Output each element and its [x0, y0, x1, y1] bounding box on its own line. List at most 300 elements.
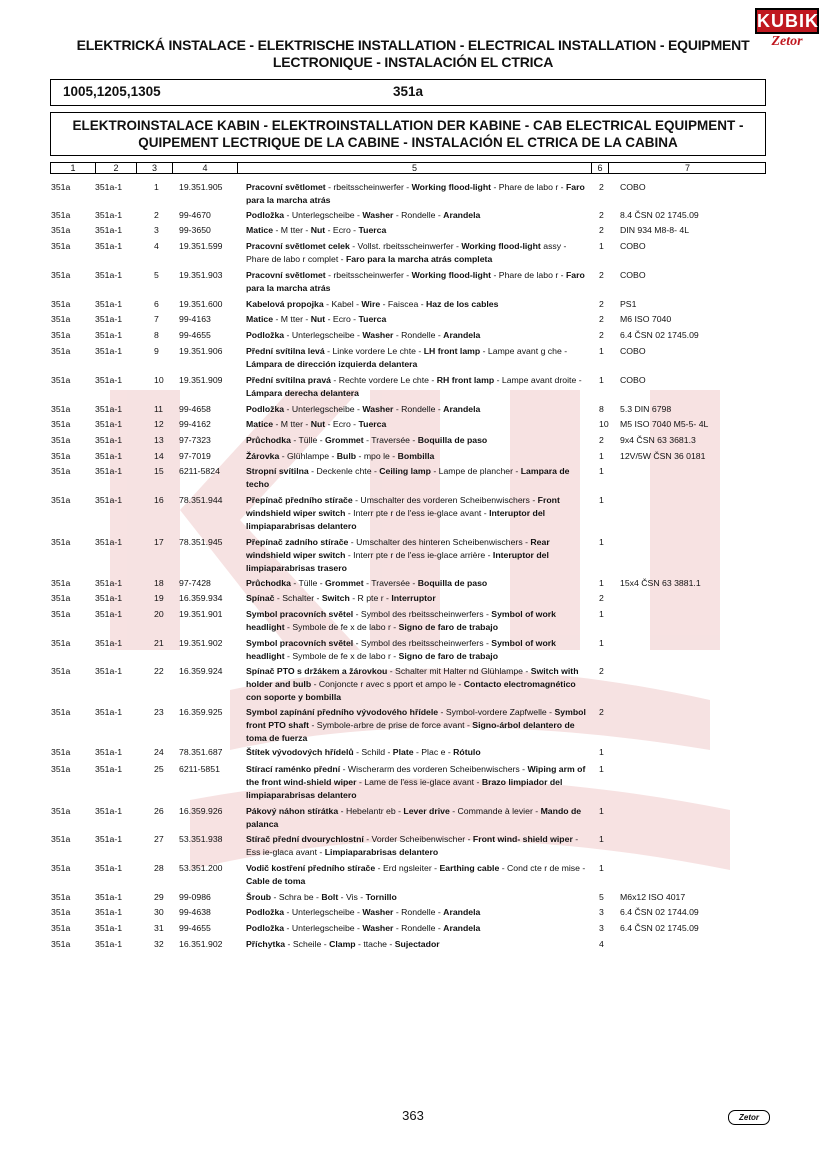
- description-de: - Unterlegscheibe -: [284, 907, 363, 917]
- description-de: - Kabel -: [323, 299, 362, 309]
- description-en: Grommet: [325, 578, 364, 588]
- cell-quantity: 5: [599, 892, 604, 902]
- cell-position: 15: [154, 466, 164, 476]
- description-es: Faro para la marcha atrás: [246, 182, 585, 205]
- description-de: - Schalter mit Halter nd Glühlampe -: [387, 666, 531, 676]
- cell-description: [246, 269, 591, 295]
- cell-subgroup: 351a-1: [95, 270, 123, 280]
- cell-note: COBO: [620, 182, 646, 192]
- cell-subgroup: 351a-1: [95, 537, 123, 547]
- description-es: Rótulo: [453, 747, 481, 757]
- description-cz: Podložka: [246, 210, 285, 220]
- cell-group: 351a: [51, 210, 71, 220]
- description-fr: - Lampe avant: [494, 375, 553, 385]
- description-de: - Unterlegscheibe -: [284, 210, 363, 220]
- description-fr: - Plac e -: [413, 747, 454, 757]
- cell-part-number: 99-4638: [179, 907, 211, 917]
- cell-description: [246, 938, 591, 951]
- description-de: - Schalter -: [274, 593, 322, 603]
- description-es: Tuerca: [358, 419, 387, 429]
- description-fr: - Vis -: [338, 892, 366, 902]
- cell-note: COBO: [620, 346, 646, 356]
- cell-quantity: 1: [599, 747, 604, 757]
- cell-quantity: 2: [599, 314, 604, 324]
- cell-subgroup: 351a-1: [95, 466, 123, 476]
- cell-description: [246, 418, 591, 431]
- description-es: Brazo limpiador del limpiaparabrisas delantero: [246, 777, 563, 800]
- cell-position: 26: [154, 806, 164, 816]
- cell-group: 351a: [51, 241, 71, 251]
- cell-note: DIN 934 M8-8- 4L: [620, 225, 690, 235]
- description-es: Arandela: [443, 404, 481, 414]
- description-fr: - Symbole-arbre de prise de force avant -: [309, 720, 473, 730]
- column-header: 2: [96, 163, 137, 173]
- description-cz: Podložka: [246, 330, 285, 340]
- cell-quantity: 2: [599, 593, 604, 603]
- cell-description: [246, 706, 591, 745]
- description-cz: Matice: [246, 419, 274, 429]
- description-de: - Tülle -: [290, 578, 326, 588]
- description-cz: Symbol zapínání předního vývodového hřídele: [246, 707, 439, 717]
- description-fr: - Lampe avant: [480, 346, 539, 356]
- cell-note: PS1: [620, 299, 637, 309]
- cell-group: 351a: [51, 892, 71, 902]
- description-en: Lever drive: [403, 806, 450, 816]
- cell-part-number: 99-4670: [179, 210, 211, 220]
- description-fr: - Ecro -: [325, 419, 359, 429]
- cell-quantity: 3: [599, 923, 604, 933]
- page-number: 363: [402, 1108, 424, 1123]
- description-de: - Wischerarm des vorderen Scheibenwischers -: [340, 764, 528, 774]
- cell-subgroup: 351a-1: [95, 747, 123, 757]
- description-fr: - Faiscea -: [380, 299, 427, 309]
- cell-group: 351a: [51, 747, 71, 757]
- cell-part-number: 78.351.944: [179, 495, 223, 505]
- cell-quantity: 1: [599, 638, 604, 648]
- cell-description: [246, 403, 591, 416]
- description-en: Bulb: [336, 451, 357, 461]
- cell-group: 351a: [51, 666, 71, 676]
- description-es: Faro para la marcha atrás: [246, 270, 585, 293]
- cell-subgroup: 351a-1: [95, 764, 123, 774]
- cell-quantity: 2: [599, 707, 604, 717]
- cell-note: 12V/5W ČSN 36 0181: [620, 451, 706, 461]
- section-title-line-2: QUIPEMENT LECTRIQUE DE LA CABINE - INSTALACIÓN EL CTRICA DE LA CABINA: [138, 135, 678, 150]
- cell-group: 351a: [51, 495, 71, 505]
- cell-group: 351a: [51, 638, 71, 648]
- column-header: 5: [238, 163, 592, 173]
- cell-position: 16: [154, 495, 164, 505]
- description-cz: Příchytka: [246, 939, 286, 949]
- description-en: RH front lamp: [436, 375, 495, 385]
- cell-group: 351a: [51, 330, 71, 340]
- description-cz: Stropní svítilna: [246, 466, 309, 476]
- description-cz: Spínač PTO s držákem a žárovkou: [246, 666, 388, 676]
- cell-note: M6x12 ISO 4017: [620, 892, 686, 902]
- description-es: Cable de toma: [246, 876, 306, 886]
- cell-description: [246, 465, 591, 491]
- cell-part-number: 19.351.905: [179, 182, 223, 192]
- cell-subgroup: 351a-1: [95, 578, 123, 588]
- description-de: - M tter -: [273, 314, 311, 324]
- cell-subgroup: 351a-1: [95, 609, 123, 619]
- cell-subgroup: 351a-1: [95, 451, 123, 461]
- description-fr: - Rondelle -: [393, 923, 444, 933]
- cell-description: [246, 862, 591, 888]
- description-fr-cont: assy - Phare de labo r complet -: [246, 241, 567, 264]
- cell-group: 351a: [51, 939, 71, 949]
- cell-group: 351a: [51, 375, 71, 385]
- cell-group: 351a: [51, 451, 71, 461]
- description-de: - Tülle -: [290, 435, 326, 445]
- description-fr: - Traversée -: [363, 578, 418, 588]
- column-header: 3: [137, 163, 173, 173]
- cell-subgroup: 351a-1: [95, 346, 123, 356]
- description-fr-cont: labo r -: [536, 182, 566, 192]
- cell-description: [246, 345, 591, 371]
- column-header: 1: [51, 163, 96, 173]
- cell-group: 351a: [51, 314, 71, 324]
- section-title-line-1: ELEKTROINSTALACE KABIN - ELEKTROINSTALLATION DER KABINE - CAB ELECTRICAL EQUIPMENT -: [72, 118, 744, 133]
- description-cz: Spínač: [246, 593, 275, 603]
- description-fr-cont: droite -: [554, 375, 582, 385]
- cell-position: 4: [154, 241, 159, 251]
- cell-position: 9: [154, 346, 159, 356]
- description-fr: - Symbole de fe x de labo r -: [284, 622, 399, 632]
- description-es: Haz de los cables: [426, 299, 499, 309]
- description-es: Mando de palanca: [246, 806, 582, 829]
- cell-note: M5 ISO 7040 M5-5- 4L: [620, 419, 709, 429]
- cell-description: [246, 833, 591, 859]
- cell-subgroup: 351a-1: [95, 806, 123, 816]
- cell-part-number: 99-4162: [179, 419, 211, 429]
- cell-group: 351a: [51, 404, 71, 414]
- description-de: - Symbol-vordere Zapfwelle -: [438, 707, 555, 717]
- cell-description: [246, 209, 591, 222]
- description-de: - rbeitsscheinwerfer -: [325, 270, 412, 280]
- cell-group: 351a: [51, 593, 71, 603]
- description-de: - Unterlegscheibe -: [284, 330, 363, 340]
- cell-position: 20: [154, 609, 164, 619]
- cell-quantity: 1: [599, 375, 604, 385]
- column-header: 4: [173, 163, 238, 173]
- description-cz: Stírací raménko přední: [246, 764, 341, 774]
- description-de: - Unterlegscheibe -: [284, 923, 363, 933]
- cell-note: 9x4 ČSN 63 3681.3: [620, 435, 696, 445]
- cell-position: 22: [154, 666, 164, 676]
- description-de: - Umschalter des vorderen Scheibenwischers -: [352, 495, 538, 505]
- cell-position: 8: [154, 330, 159, 340]
- cell-position: 1: [154, 182, 159, 192]
- cell-part-number: 16.351.902: [179, 939, 223, 949]
- header-line-1: ELEKTRICKÁ INSTALACE - ELEKTRISCHE INSTALLATION - ELECTRICAL INSTALLATION - EQUIPMENT: [76, 37, 750, 53]
- cell-group: 351a: [51, 270, 71, 280]
- description-es: Arandela: [443, 907, 481, 917]
- cell-subgroup: 351a-1: [95, 225, 123, 235]
- description-en: Switch with holder and bulb: [246, 666, 579, 689]
- description-de: - Umschalter des hinteren Scheibenwischers -: [348, 537, 531, 547]
- description-cz: Pracovní světlomet: [246, 182, 326, 192]
- description-cz: Šroub: [246, 892, 272, 902]
- logo-brand: KUBIK: [755, 8, 819, 34]
- cell-quantity: 1: [599, 346, 604, 356]
- cell-quantity: 8: [599, 404, 604, 414]
- cell-note: COBO: [620, 375, 646, 385]
- description-en: Ceiling lamp: [379, 466, 431, 476]
- cell-subgroup: 351a-1: [95, 241, 123, 251]
- cell-group: 351a: [51, 923, 71, 933]
- description-de: - Deckenle chte -: [308, 466, 380, 476]
- description-en: Clamp: [329, 939, 356, 949]
- description-es: Signo de faro de trabajo: [398, 651, 499, 661]
- description-es: Lampara de techo: [246, 466, 570, 489]
- cell-description: [246, 240, 591, 266]
- cell-subgroup: 351a-1: [95, 435, 123, 445]
- description-en: Symbol front PTO shaft: [246, 707, 586, 730]
- cell-quantity: 1: [599, 609, 604, 619]
- description-de: - Schra be -: [271, 892, 322, 902]
- cell-part-number: 16.359.926: [179, 806, 223, 816]
- cell-description: [246, 665, 591, 704]
- header-line-2: LECTRONIQUE - INSTALACIÓN EL CTRICA: [272, 54, 554, 70]
- cell-position: 27: [154, 834, 164, 844]
- cell-quantity: 2: [599, 666, 604, 676]
- description-es: Arandela: [443, 330, 481, 340]
- cell-part-number: 19.351.901: [179, 609, 223, 619]
- description-fr: - Ess ie-glaca avant -: [246, 834, 579, 857]
- cell-description: [246, 746, 591, 759]
- description-en: Nut: [310, 314, 326, 324]
- cell-group: 351a: [51, 435, 71, 445]
- cell-group: 351a: [51, 225, 71, 235]
- cell-position: 7: [154, 314, 159, 324]
- cell-quantity: 1: [599, 451, 604, 461]
- cell-part-number: 19.351.902: [179, 638, 223, 648]
- description-de: - Hebelantr eb -: [338, 806, 404, 816]
- cell-part-number: 99-4655: [179, 330, 211, 340]
- description-fr: - mpo le -: [356, 451, 398, 461]
- description-de: - Symbol des rbeitsscheinwerfers -: [353, 638, 492, 648]
- description-en: Washer: [362, 404, 394, 414]
- cell-description: [246, 637, 591, 663]
- cell-quantity: 2: [599, 435, 604, 445]
- description-fr: - Rondelle -: [393, 210, 444, 220]
- cell-note: 6.4 ČSN 02 1744.09: [620, 907, 699, 917]
- description-en: Working flood-light: [411, 270, 492, 280]
- cell-part-number: 99-3650: [179, 225, 211, 235]
- cell-quantity: 1: [599, 834, 604, 844]
- cell-description: [246, 592, 591, 605]
- cell-position: 18: [154, 578, 164, 588]
- cell-position: 2: [154, 210, 159, 220]
- description-es: Sujectador: [394, 939, 440, 949]
- cell-quantity: 2: [599, 299, 604, 309]
- description-de: - Scheile -: [285, 939, 330, 949]
- description-cz: Průchodka: [246, 435, 291, 445]
- description-cz: Průchodka: [246, 578, 291, 588]
- cell-subgroup: 351a-1: [95, 495, 123, 505]
- description-en: LH front lamp: [423, 346, 481, 356]
- cell-group: 351a: [51, 346, 71, 356]
- description-es: Interuptor del limpiaparabrisas trasero: [246, 550, 549, 573]
- cell-subgroup: 351a-1: [95, 314, 123, 324]
- description-fr: - Interr pte r de l'ess ie-glace arrière -: [345, 550, 493, 560]
- description-cz: Přední svítilna pravá: [246, 375, 331, 385]
- cell-subgroup: 351a-1: [95, 210, 123, 220]
- description-fr-cont: labo r -: [536, 270, 566, 280]
- description-en: Symbol of work headlight: [246, 638, 556, 661]
- cell-quantity: 2: [599, 210, 604, 220]
- description-es: Lámpara de dirección izquierda delantera: [246, 359, 418, 369]
- cell-position: 28: [154, 863, 164, 873]
- cell-note: 8.4 ČSN 02 1745.09: [620, 210, 699, 220]
- cell-part-number: 16.359.934: [179, 593, 223, 603]
- cell-note: COBO: [620, 241, 646, 251]
- cell-part-number: 19.351.906: [179, 346, 223, 356]
- cell-group: 351a: [51, 907, 71, 917]
- cell-description: [246, 536, 591, 575]
- description-de: - Linke vordere Le chte -: [324, 346, 424, 356]
- cell-description: [246, 224, 591, 237]
- description-de: - M tter -: [273, 225, 311, 235]
- model-numbers: 1005,1205,1305: [63, 84, 161, 99]
- group-code: 351a: [393, 84, 424, 99]
- cell-description: [246, 763, 591, 802]
- description-fr: - Conjoncte r avec s pport et ampo le -: [311, 679, 464, 689]
- description-cz: Přední svítilna levá: [246, 346, 325, 356]
- cell-part-number: 97-7019: [179, 451, 211, 461]
- description-en: Switch: [321, 593, 350, 603]
- cell-subgroup: 351a-1: [95, 907, 123, 917]
- cell-note: 15x4 ČSN 63 3881.1: [620, 578, 701, 588]
- description-de: - Vollst. rbeitsscheinwerfer -: [349, 241, 462, 251]
- description-es: Faro para la marcha atrás completa: [345, 254, 493, 264]
- cell-position: 11: [154, 404, 164, 414]
- cell-group: 351a: [51, 299, 71, 309]
- description-en: Working flood-light: [461, 241, 541, 251]
- cell-group: 351a: [51, 466, 71, 476]
- cell-description: [246, 608, 591, 634]
- cell-subgroup: 351a-1: [95, 375, 123, 385]
- description-cz: Podložka: [246, 404, 285, 414]
- cell-subgroup: 351a-1: [95, 863, 123, 873]
- cell-quantity: 1: [599, 863, 604, 873]
- cell-part-number: 97-7428: [179, 578, 211, 588]
- cell-subgroup: 351a-1: [95, 299, 123, 309]
- description-fr: - Traversée -: [363, 435, 418, 445]
- cell-group: 351a: [51, 863, 71, 873]
- description-cz: Stírač přední dvourychlostní: [246, 834, 364, 844]
- cell-description: [246, 329, 591, 342]
- cell-part-number: 53.351.200: [179, 863, 223, 873]
- description-en: Wire: [361, 299, 381, 309]
- description-fr: - Lampe de plancher -: [430, 466, 521, 476]
- cell-description: [246, 450, 591, 463]
- cell-group: 351a: [51, 834, 71, 844]
- cell-quantity: 1: [599, 241, 604, 251]
- cell-part-number: 78.351.687: [179, 747, 223, 757]
- description-fr: - Lame de l'ess ie-glace avant -: [356, 777, 482, 787]
- cell-position: 5: [154, 270, 159, 280]
- description-en: Washer: [362, 907, 394, 917]
- description-en: Earthing cable: [439, 863, 500, 873]
- cell-subgroup: 351a-1: [95, 330, 123, 340]
- description-en: Bolt: [321, 892, 339, 902]
- description-cz: Podložka: [246, 923, 285, 933]
- cell-position: 17: [154, 537, 164, 547]
- cell-quantity: 2: [599, 330, 604, 340]
- description-es: Signo de faro de trabajo: [398, 622, 499, 632]
- cell-quantity: 1: [599, 495, 604, 505]
- description-cz: Symbol pracovních světel: [246, 638, 354, 648]
- description-cz: Štítek vývodových hřídelů: [246, 747, 354, 757]
- description-cz: Žárovka: [246, 451, 280, 461]
- description-es: Tuerca: [358, 314, 387, 324]
- description-fr: - Ecro -: [325, 225, 359, 235]
- description-de: - M tter -: [273, 419, 311, 429]
- description-es: Bombilla: [397, 451, 435, 461]
- description-cz: Pracovní světlomet celek: [246, 241, 350, 251]
- cell-subgroup: 351a-1: [95, 666, 123, 676]
- description-de: - Erd ngsleiter -: [375, 863, 440, 873]
- description-fr: - Rondelle -: [393, 907, 444, 917]
- cell-note: 5.3 DIN 6798: [620, 404, 672, 414]
- description-fr: - ttache -: [355, 939, 395, 949]
- cell-part-number: 19.351.600: [179, 299, 223, 309]
- cell-position: 10: [154, 375, 164, 385]
- description-en: Nut: [310, 225, 326, 235]
- footer-zetor-logo: Zetor: [728, 1110, 770, 1125]
- description-fr: - Ecro -: [325, 314, 359, 324]
- description-es: Arandela: [443, 923, 481, 933]
- description-fr: - Interr pte r de l'ess ie-glace avant -: [345, 508, 490, 518]
- cell-quantity: 4: [599, 939, 604, 949]
- cell-group: 351a: [51, 806, 71, 816]
- description-en: Washer: [362, 330, 394, 340]
- cell-note: 6.4 ČSN 02 1745.09: [620, 923, 699, 933]
- cell-position: 14: [154, 451, 164, 461]
- description-en: Symbol of work headlight: [246, 609, 556, 632]
- cell-description: [246, 891, 591, 904]
- description-es: Contacto electromagnético con soporte y bombilla: [246, 679, 576, 702]
- description-cz: Vodič kostření předního stírače: [246, 863, 376, 873]
- cell-part-number: 16.359.924: [179, 666, 223, 676]
- cell-part-number: 99-4655: [179, 923, 211, 933]
- cell-position: 21: [154, 638, 164, 648]
- cell-subgroup: 351a-1: [95, 404, 123, 414]
- cell-position: 6: [154, 299, 159, 309]
- cell-position: 30: [154, 907, 164, 917]
- description-en: Nut: [310, 419, 326, 429]
- description-fr: - Cond cte r de mise -: [499, 863, 586, 873]
- description-en: Washer: [362, 923, 394, 933]
- cell-description: [246, 374, 591, 400]
- description-en: Working flood-light: [411, 182, 492, 192]
- cell-part-number: 53.351.938: [179, 834, 223, 844]
- description-cz: Pákový náhon stírátka: [246, 806, 339, 816]
- description-en: Wiping arm of the front wind-shield wiper: [246, 764, 586, 787]
- description-es: Tornillo: [365, 892, 397, 902]
- cell-description: [246, 494, 591, 533]
- description-fr: - R pte r -: [349, 593, 392, 603]
- cell-quantity: 2: [599, 225, 604, 235]
- cell-subgroup: 351a-1: [95, 593, 123, 603]
- description-cz: Pracovní světlomet: [246, 270, 326, 280]
- cell-description: [246, 434, 591, 447]
- description-cz: Matice: [246, 225, 274, 235]
- cell-quantity: 1: [599, 764, 604, 774]
- cell-part-number: 19.351.909: [179, 375, 223, 385]
